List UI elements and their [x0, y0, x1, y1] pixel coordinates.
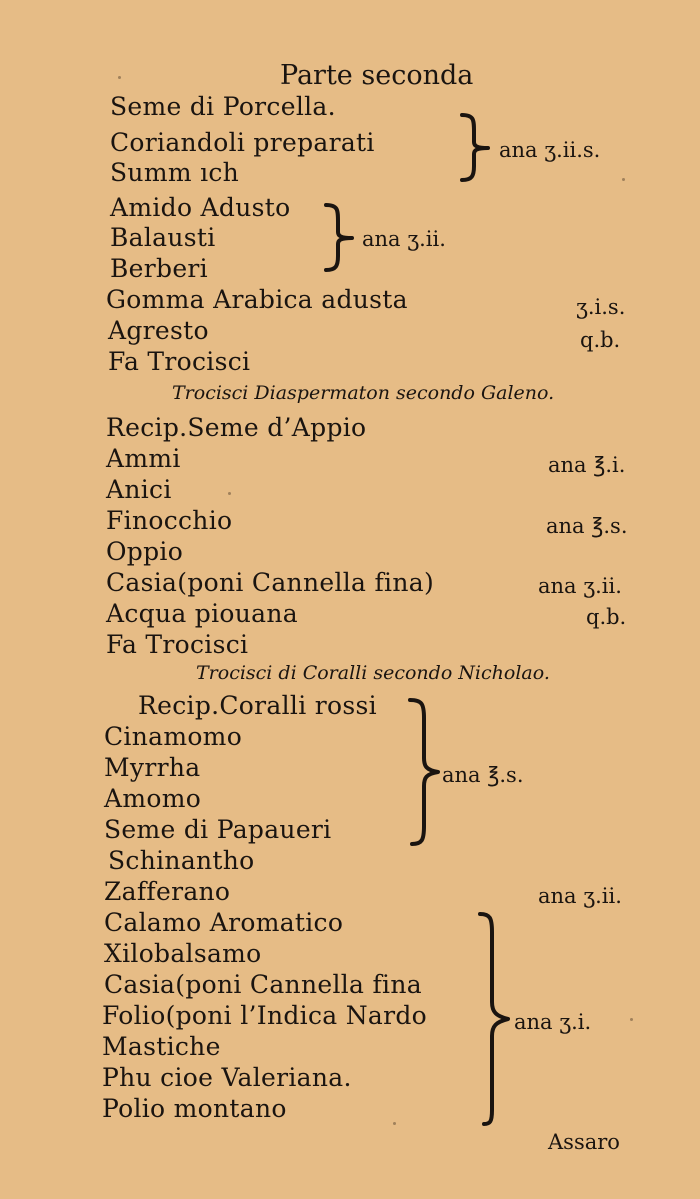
ingredient-line: Gomma Arabica adusta [106, 285, 408, 314]
ingredient-line: Folio(poni l’Indica Nardo [102, 1001, 427, 1030]
ingredient-line: Ammi [106, 444, 181, 473]
ingredient-line: Zafferano [104, 877, 231, 906]
ingredient-line: Casia(poni Cannella fina) [106, 568, 434, 597]
ingredient-line: Polio montano [102, 1094, 287, 1123]
quantity-label: ana ʒ.ii. [538, 574, 622, 598]
ink-speck [393, 1122, 396, 1125]
ingredient-line: Anici [106, 475, 172, 504]
ink-speck [228, 492, 231, 495]
ingredient-line: Agresto [108, 316, 209, 345]
catchword: Assaro [548, 1130, 620, 1154]
ingredient-line: Amido Adusto [110, 193, 291, 222]
quantity-label: q.b. [586, 605, 627, 629]
brace-bracket [404, 696, 444, 848]
ingredient-line: Recip.Coralli rossi [138, 691, 377, 720]
ingredient-line: Casia(poni Cannella fina [104, 970, 422, 999]
recipe-title: Trocisci di Coralli secondo Nicholao. [196, 662, 550, 684]
quantity-label: ana ℥.s. [546, 514, 628, 538]
brace-bracket [474, 910, 514, 1128]
ingredient-line: Calamo Aromatico [104, 908, 344, 937]
ingredient-line: Coriandoli preparati [110, 128, 375, 157]
quantity-label: ana ʒ.ii.s. [499, 138, 601, 162]
ingredient-line: Fa Trocisci [108, 347, 251, 376]
quantity-label: ana ℥.s. [442, 763, 524, 787]
ingredient-line: Amomo [104, 784, 202, 813]
ingredient-line: Xilobalsamo [104, 939, 262, 968]
ingredient-line: Berberi [110, 254, 208, 283]
quantity-label: ana ℥.i. [548, 453, 626, 477]
quantity-label: q.b. [580, 328, 621, 352]
quantity-label: ana ʒ.i. [514, 1010, 592, 1034]
ink-speck [622, 178, 625, 181]
ingredient-line: Schinantho [108, 846, 255, 875]
ingredient-line: Seme di Porcella. [110, 92, 336, 121]
ingredient-line: Cinamomo [104, 722, 243, 751]
ingredient-line: Recip.Seme d’Appio [106, 413, 367, 442]
ingredient-line: Seme di Papaueri [104, 815, 332, 844]
brace-bracket [322, 202, 362, 274]
ingredient-line: Finocchio [106, 506, 233, 535]
ingredient-line: Mastiche [102, 1032, 221, 1061]
recipe-title: Trocisci Diaspermaton secondo Galeno. [172, 382, 555, 404]
ingredient-line: Acqua piouana [106, 599, 298, 628]
ingredient-line: Summ ıch [110, 158, 240, 187]
ingredient-line: Fa Trocisci [106, 630, 249, 659]
quantity-label: ana ʒ.ii. [538, 884, 622, 908]
ink-speck [630, 1018, 633, 1021]
quantity-label: ana ʒ.ii. [362, 227, 446, 251]
quantity-label: ʒ.i.s. [576, 295, 626, 319]
running-head: Parte seconda [280, 60, 474, 91]
brace-bracket [458, 112, 498, 184]
ingredient-line: Phu cioe Valeriana. [102, 1063, 352, 1092]
ingredient-line: Balausti [110, 223, 216, 252]
ingredient-line: Oppio [106, 537, 184, 566]
ink-speck [118, 76, 121, 79]
ingredient-line: Myrrha [104, 753, 201, 782]
